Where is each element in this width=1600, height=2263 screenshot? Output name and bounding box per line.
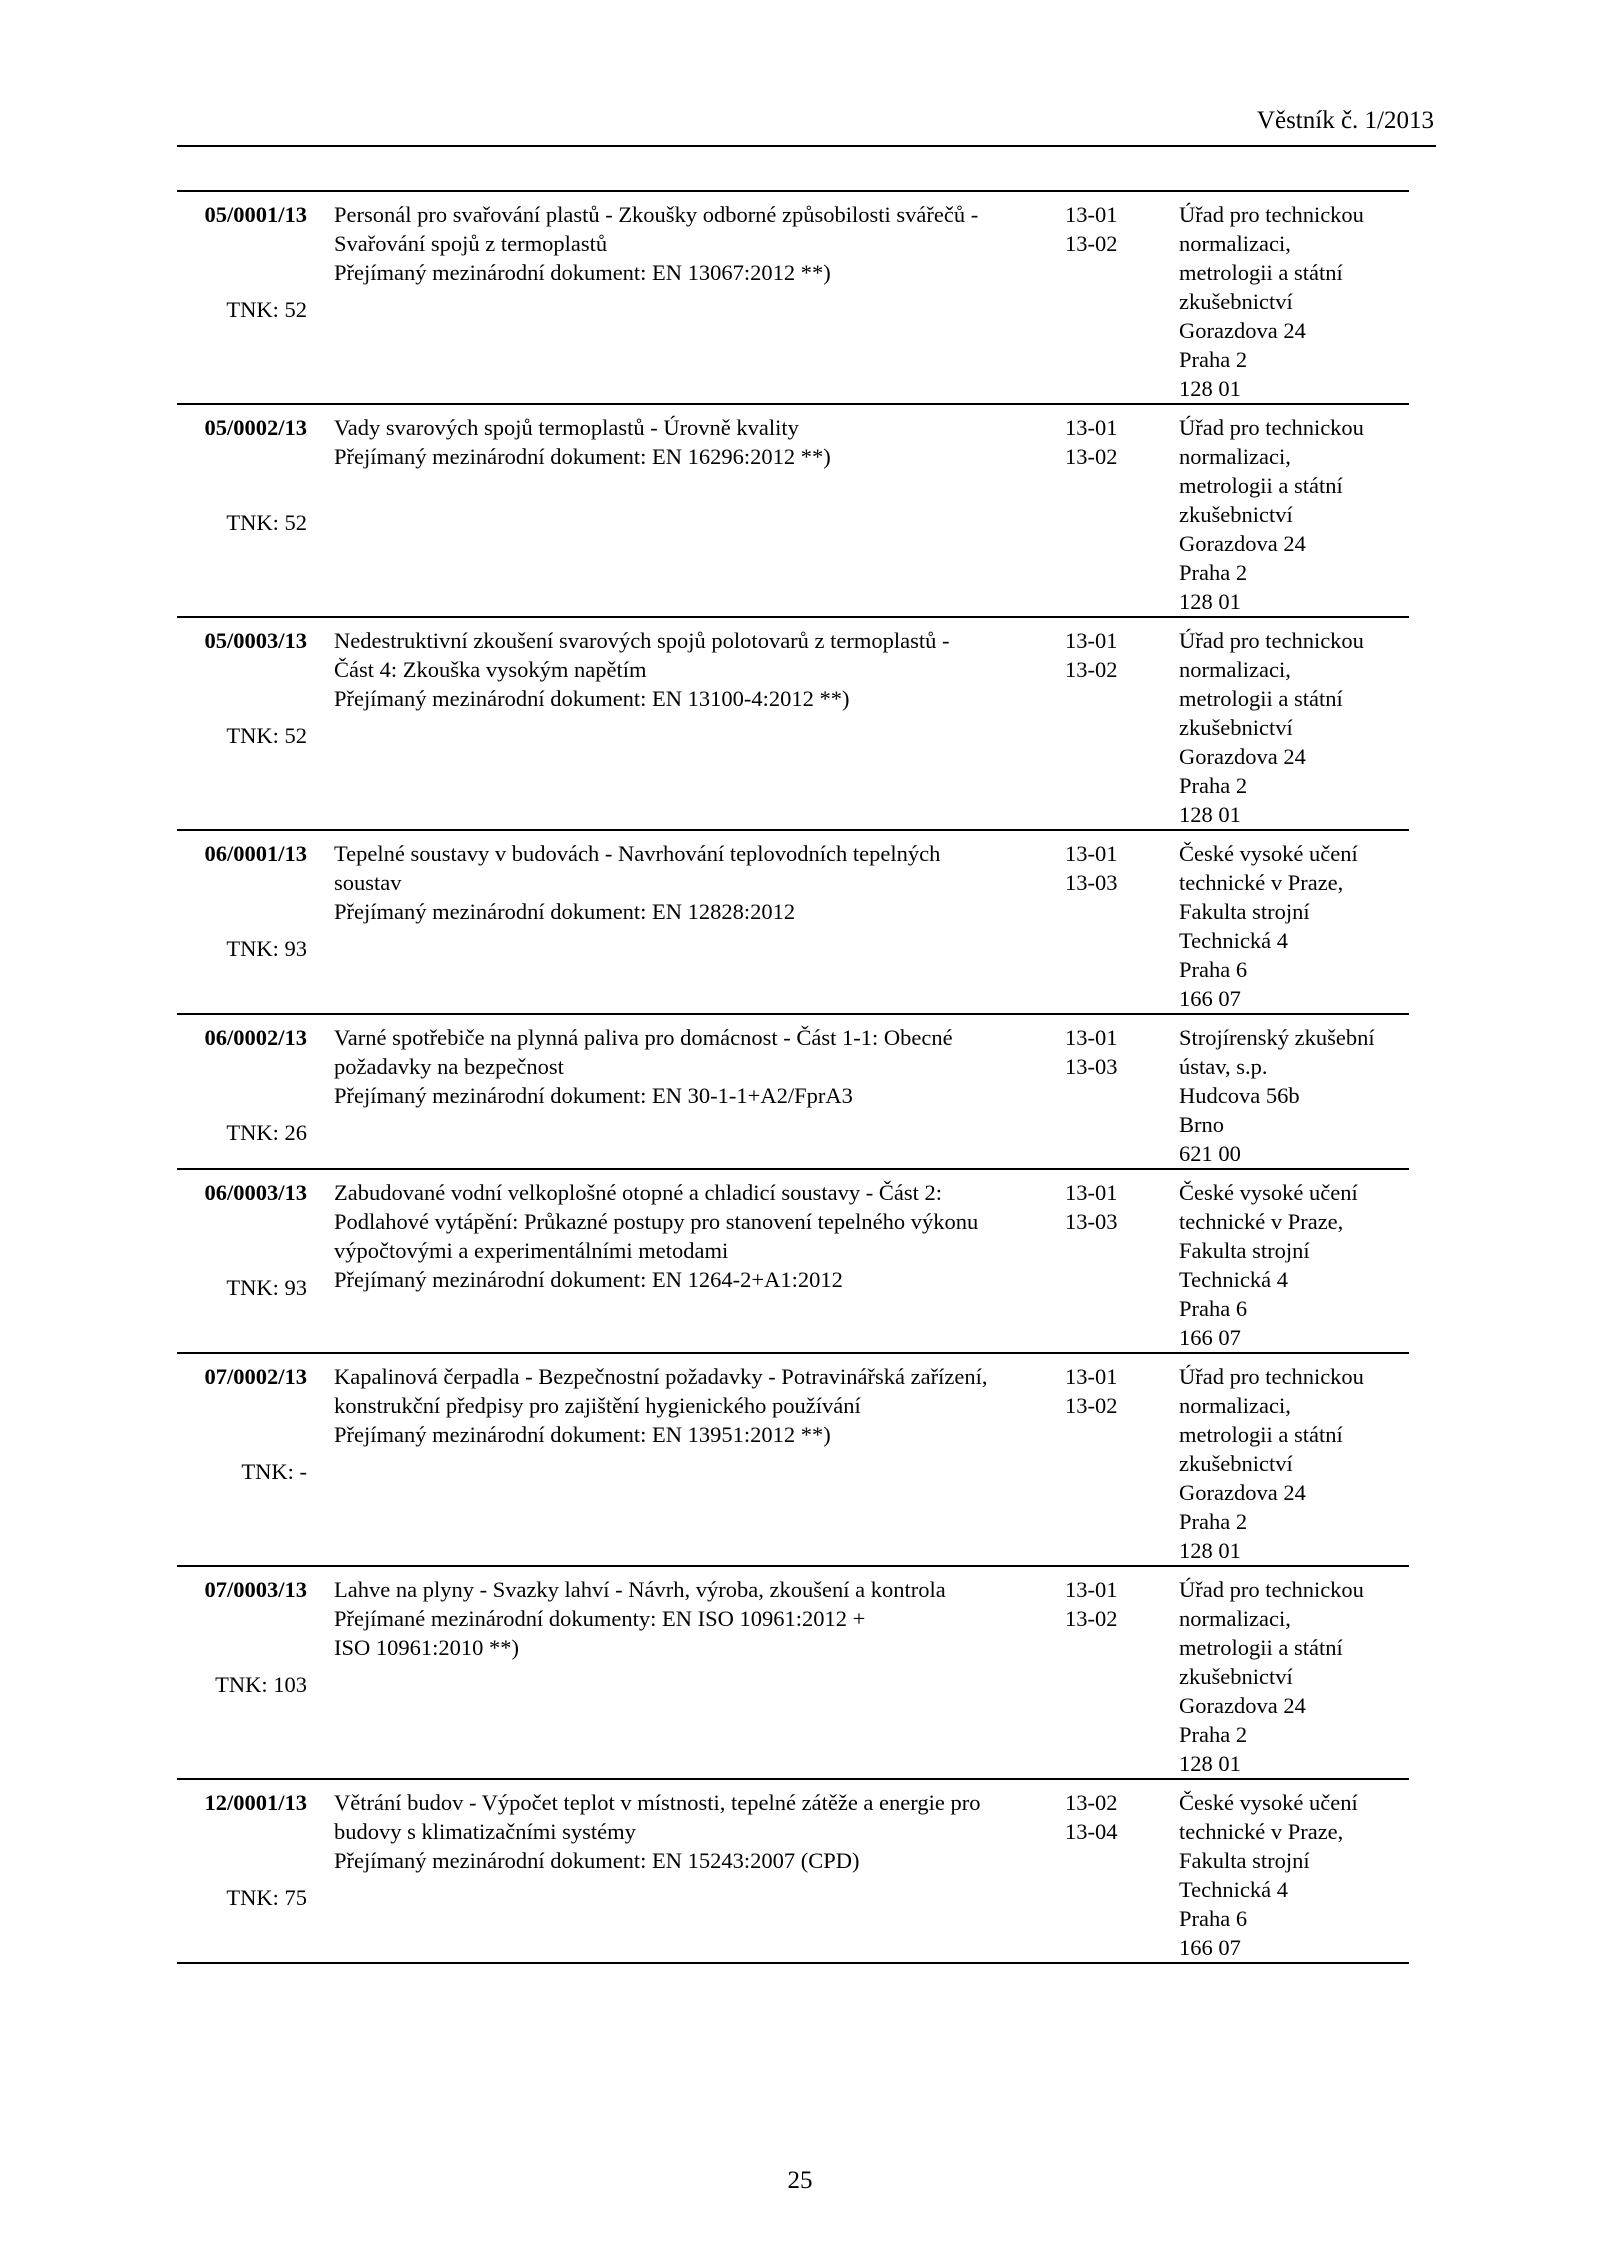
organization-line: Technická 4 [1179,1267,1288,1292]
group-codes-cell [1065,1575,1145,1633]
title-line: požadavky na bezpečnost [334,1054,564,1079]
standard-number: 12/0001/13 [204,1790,307,1815]
organization-line: Praha 6 [1179,1296,1248,1321]
title-line: Přejímaný mezinárodní dokument: EN 13100-4:2012 **) [334,686,850,711]
table-row [177,831,1409,1015]
organization-line: Hudcova 56b [1179,1083,1300,1108]
organization-line: 128 01 [1179,1538,1241,1563]
title-line: budovy s klimatizačními systémy [334,1819,636,1844]
title-line: Přejímaný mezinárodní dokument: EN 30-1-1+A2/FprA3 [334,1083,853,1108]
organization-cell [1179,1362,1409,1565]
organization-line: ústav, s.p. [1179,1054,1268,1079]
organization-line: Fakulta strojní [1179,1848,1310,1873]
tnk-number: TNK: 75 [226,1885,307,1910]
organization-line: 166 07 [1179,1935,1241,1960]
organization-line: 128 01 [1179,1751,1241,1776]
standard-code-cell [177,839,307,961]
group-code: 13-02 [1065,444,1118,469]
title-line: výpočtovými a experimentálními metodami [334,1238,729,1263]
organization-line: metrologii a státní [1179,1635,1343,1660]
title-line: Přejímaný mezinárodní dokument: EN 16296:2012 **) [334,444,831,469]
title-line: Lahve na plyny - Svazky lahví - Návrh, výroba, zkoušení a kontrola [334,1577,946,1602]
title-line: Podlahové vytápění: Průkazné postupy pro stanovení tepelného výkonu [334,1209,979,1234]
organization-line: Praha 2 [1179,560,1248,585]
group-codes-cell [1065,413,1145,471]
group-code: 13-03 [1065,870,1118,895]
organization-line: normalizaci, [1179,1606,1291,1631]
tnk-number: TNK: 93 [226,1275,307,1300]
group-codes-cell [1065,1178,1145,1236]
title-line: Přejímaný mezinárodní dokument: EN 13951:2012 **) [334,1422,831,1447]
organization-line: Praha 2 [1179,1722,1248,1747]
organization-line: technické v Praze, [1179,1819,1344,1844]
standard-code-cell [177,200,307,322]
organization-line: Úřad pro technickou [1179,1364,1364,1389]
title-line: Nedestruktivní zkoušení svarových spojů polotovarů z termoplastů - [334,628,950,653]
organization-line: Fakulta strojní [1179,899,1310,924]
group-codes-cell [1065,839,1145,897]
organization-line: Praha 2 [1179,773,1248,798]
tnk-number: TNK: 52 [226,723,307,748]
organization-cell [1179,839,1409,1013]
tnk-number: TNK: 103 [215,1672,307,1697]
organization-line: Brno [1179,1112,1224,1137]
group-code: 13-01 [1065,841,1118,866]
tnk-number: TNK: 52 [226,510,307,535]
standard-number: 05/0002/13 [204,415,307,440]
organization-cell [1179,626,1409,829]
organization-cell [1179,413,1409,616]
organization-line: zkušebnictví [1179,502,1293,527]
organization-line: Gorazdova 24 [1179,744,1306,769]
organization-line: Praha 2 [1179,347,1248,372]
organization-line: 621 00 [1179,1141,1241,1166]
group-codes-cell [1065,626,1145,684]
standard-code-cell [177,1788,307,1910]
table-row [177,1780,1409,1964]
group-code: 13-01 [1065,1180,1118,1205]
group-codes-cell [1065,1023,1145,1081]
organization-line: 166 07 [1179,986,1241,1011]
standard-code-cell [177,626,307,748]
title-line: ISO 10961:2010 **) [334,1635,519,1660]
page-header [177,108,1436,147]
table-row [177,192,1409,405]
organization-line: metrologii a státní [1179,473,1343,498]
group-code: 13-02 [1065,1606,1118,1631]
title-line: Přejímané mezinárodní dokumenty: EN ISO 10961:2012 + [334,1606,866,1631]
standard-code-cell [177,1023,307,1145]
group-code: 13-02 [1065,657,1118,682]
organization-line: Úřad pro technickou [1179,415,1364,440]
title-line: Varné spotřebiče na plynná paliva pro domácnost - Část 1-1: Obecné [334,1025,953,1050]
organization-cell [1179,200,1409,403]
title-line: soustav [334,870,402,895]
title-line: Část 4: Zkouška vysokým napětím [334,657,647,682]
group-code: 13-04 [1065,1819,1118,1844]
organization-line: České vysoké učení [1179,841,1358,866]
group-code: 13-01 [1065,1577,1118,1602]
title-line: Zabudované vodní velkoplošné otopné a chladicí soustavy - Část 2: [334,1180,942,1205]
standards-table [177,190,1409,1964]
standard-number: 06/0002/13 [204,1025,307,1050]
standard-number: 06/0003/13 [204,1180,307,1205]
organization-line: Praha 6 [1179,1906,1248,1931]
table-row [177,1354,1409,1567]
organization-line: Strojírenský zkušební [1179,1025,1375,1050]
group-code: 13-01 [1065,628,1118,653]
group-code: 13-02 [1065,1393,1118,1418]
group-code: 13-01 [1065,1364,1118,1389]
group-code: 13-02 [1065,1790,1118,1815]
organization-line: Technická 4 [1179,1877,1288,1902]
organization-line: metrologii a státní [1179,686,1343,711]
organization-line: 128 01 [1179,802,1241,827]
organization-line: zkušebnictví [1179,1451,1293,1476]
group-code: 13-02 [1065,231,1118,256]
bulletin-title: Věstník č. 1/2013 [1256,107,1434,134]
organization-line: České vysoké učení [1179,1790,1358,1815]
title-line: Větrání budov - Výpočet teplot v místnosti, tepelné zátěže a energie pro [334,1790,981,1815]
group-codes-cell [1065,1788,1145,1846]
table-row [177,1567,1409,1780]
organization-line: 128 01 [1179,376,1241,401]
organization-line: normalizaci, [1179,1393,1291,1418]
organization-line: Praha 6 [1179,957,1248,982]
title-line: Tepelné soustavy v budovách - Navrhování teplovodních tepelných [334,841,941,866]
standard-code-cell [177,1178,307,1300]
organization-line: Úřad pro technickou [1179,628,1364,653]
table-row [177,618,1409,831]
standard-number: 06/0001/13 [204,841,307,866]
standard-number: 07/0002/13 [204,1364,307,1389]
organization-line: Technická 4 [1179,928,1288,953]
standard-number: 05/0003/13 [204,628,307,653]
standard-code-cell [177,1362,307,1484]
organization-line: Gorazdova 24 [1179,318,1306,343]
organization-line: technické v Praze, [1179,870,1344,895]
tnk-number: TNK: 26 [226,1120,307,1145]
title-line: Vady svarových spojů termoplastů - Úrovně kvality [334,415,799,440]
standard-code-cell [177,1575,307,1697]
organization-line: 128 01 [1179,589,1241,614]
organization-line: Úřad pro technickou [1179,202,1364,227]
title-line: Přejímaný mezinárodní dokument: EN 15243:2007 (CPD) [334,1848,860,1873]
organization-line: Úřad pro technickou [1179,1577,1364,1602]
organization-line: zkušebnictví [1179,1664,1293,1689]
group-code: 13-03 [1065,1054,1118,1079]
title-line: Přejímaný mezinárodní dokument: EN 13067:2012 **) [334,260,831,285]
standard-number: 07/0003/13 [204,1577,307,1602]
standard-code-cell [177,413,307,535]
group-code: 13-01 [1065,415,1118,440]
organization-line: Gorazdova 24 [1179,531,1306,556]
page-number: 25 [787,2167,813,2194]
title-line: konstrukční předpisy pro zajištění hygienického používání [334,1393,861,1418]
organization-cell [1179,1575,1409,1778]
organization-cell [1179,1788,1409,1962]
table-row [177,1170,1409,1354]
organization-line: Gorazdova 24 [1179,1693,1306,1718]
title-line: Kapalinová čerpadla - Bezpečnostní požadavky - Potravinářská zařízení, [334,1364,988,1389]
title-line: Přejímaný mezinárodní dokument: EN 1264-2+A1:2012 [334,1267,843,1292]
title-line: Přejímaný mezinárodní dokument: EN 12828:2012 [334,899,796,924]
tnk-number: TNK: 93 [226,936,307,961]
organization-cell [1179,1023,1409,1168]
organization-line: České vysoké učení [1179,1180,1358,1205]
table-row [177,405,1409,618]
organization-line: Fakulta strojní [1179,1238,1310,1263]
group-code: 13-01 [1065,202,1118,227]
organization-cell [1179,1178,1409,1352]
tnk-number: TNK: - [241,1459,307,1484]
organization-line: technické v Praze, [1179,1209,1344,1234]
organization-line: metrologii a státní [1179,1422,1343,1447]
organization-line: normalizaci, [1179,231,1291,256]
group-codes-cell [1065,200,1145,258]
table-row [177,1015,1409,1170]
organization-line: zkušebnictví [1179,289,1293,314]
organization-line: normalizaci, [1179,444,1291,469]
organization-line: 166 07 [1179,1325,1241,1350]
standard-number: 05/0001/13 [204,202,307,227]
organization-line: zkušebnictví [1179,715,1293,740]
tnk-number: TNK: 52 [226,297,307,322]
title-line: Personál pro svařování plastů - Zkoušky odborné způsobilosti svářečů - [334,202,979,227]
organization-line: metrologii a státní [1179,260,1343,285]
organization-line: normalizaci, [1179,657,1291,682]
group-codes-cell [1065,1362,1145,1420]
title-line: Svařování spojů z termoplastů [334,231,608,256]
organization-line: Gorazdova 24 [1179,1480,1306,1505]
organization-line: Praha 2 [1179,1509,1248,1534]
group-code: 13-01 [1065,1025,1118,1050]
group-code: 13-03 [1065,1209,1118,1234]
